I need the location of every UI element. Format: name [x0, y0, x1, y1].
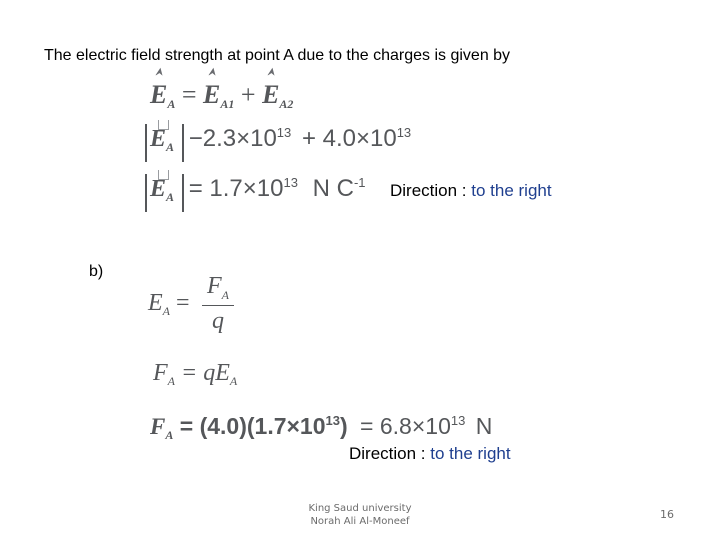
equation-force-result: $F_A = (4.0)(1.7\times 10^{13}) = 6.8\times 10^{13}$ N: [150, 413, 493, 442]
equation-magnitude-sum: $E_A -2.3\times 10^{13} + 4.0\times 10^{13}$: [150, 125, 412, 154]
equation-field-definition: $E_A$ =: [148, 290, 190, 318]
direction-note-2: Direction : to the right: [349, 444, 511, 463]
part-b-label: b): [89, 263, 104, 280]
page-number: 16: [660, 508, 674, 521]
intro-text: The electric field strength at point A due to the charges is given by: [44, 47, 511, 64]
field-vector-ea1: ⮝ E: [203, 80, 220, 110]
footer-credit: [290, 502, 430, 528]
field-vector-ea2: ⮝ E: [262, 80, 279, 110]
field-vector-ea: ⮝ E: [150, 80, 167, 110]
abs-bar-left: [145, 124, 147, 162]
footer-author: Norah Ali Al-Moneef: [310, 516, 410, 527]
equation-field-sum: ⮝ $E_A$ = ⮝ $E_{A1}$ + ⮝ $E_{A2}$: [150, 80, 293, 112]
equation-force-definition: $F_A = qE_A$: [153, 360, 238, 388]
fraction-force-over-charge: $\frac{F_A}{q}$: [202, 273, 234, 335]
footer-institution: King Saud university: [308, 503, 412, 514]
equation-magnitude-result: $E_A = 1.7\times 10^{13}$ N $C^{-1}$: [150, 175, 366, 204]
abs-bar-left: [145, 174, 147, 212]
direction-note-1: Direction : to the right: [390, 181, 552, 200]
